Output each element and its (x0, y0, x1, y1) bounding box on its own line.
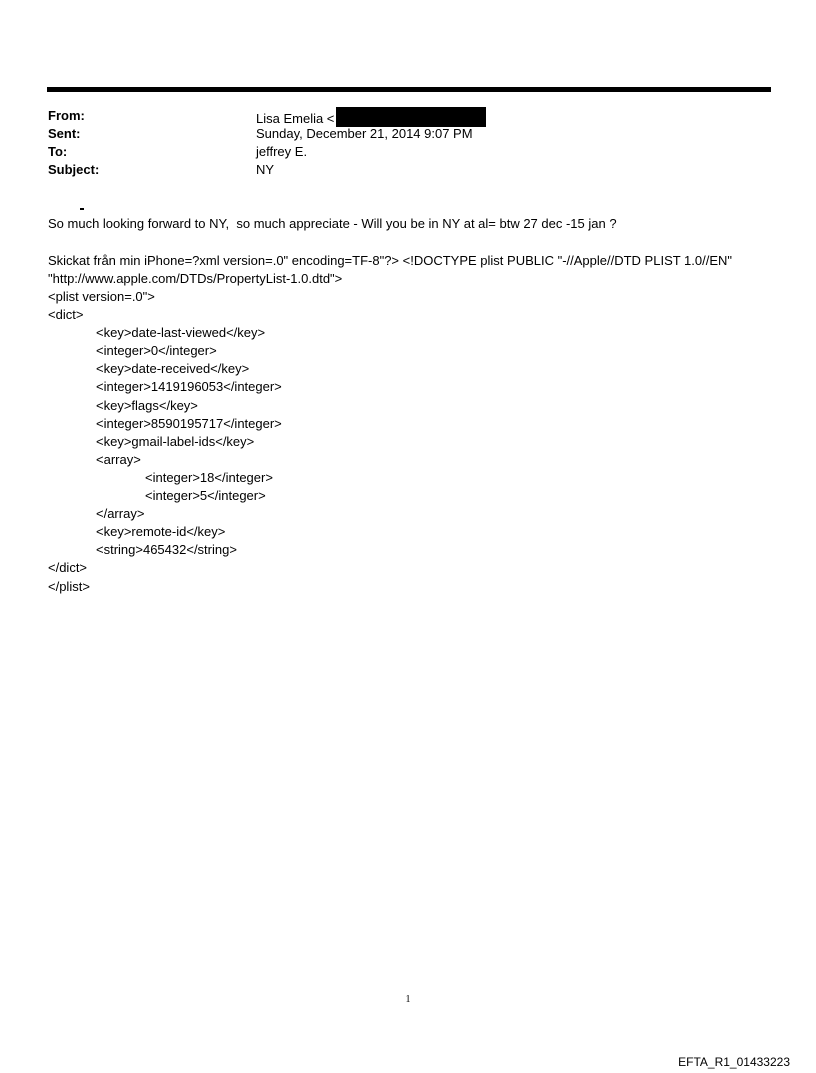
header-row-from (48, 107, 748, 125)
sent-value: Sunday, December 21, 2014 9:07 PM (256, 126, 473, 141)
to-label: To: (48, 144, 68, 159)
document-id: EFTA_R1_01433223 (678, 1055, 790, 1069)
plist-line: <integer>18</integer> (145, 469, 273, 485)
sent-label: Sent: (48, 126, 81, 141)
plist-line: </dict> (48, 560, 88, 576)
plist-line: <plist version=.0"> (48, 289, 155, 304)
plist-line: <integer>5</integer> (145, 488, 266, 504)
redaction-box (336, 107, 486, 127)
plist-line: <key>date-received</key> (96, 361, 250, 377)
plist-line: </plist> (48, 578, 90, 594)
plist-line: <key>date-last-viewed</key> (96, 325, 266, 341)
from-label: From: (48, 108, 85, 123)
from-value-text: Lisa Emelia < (256, 111, 335, 126)
header-divider (47, 87, 771, 92)
plist-block (48, 288, 282, 596)
plist-line: <array> (96, 451, 141, 467)
subject-value: NY (256, 162, 275, 177)
page-number: 1 (405, 994, 411, 1005)
header-row-sent (48, 125, 748, 143)
plist-line: <key>flags</key> (96, 397, 198, 413)
signature-line-1: Skickat från min iPhone=?xml version=.0" encoding=TF-8"?> <!DOCTYPE plist PUBLIC "-//Apple//DTD PLIST 1.0//EN" (48, 253, 733, 268)
email-header (48, 107, 748, 179)
plist-line: <integer>1419196053</integer> (96, 379, 282, 395)
to-value: jeffrey E. (256, 144, 308, 159)
plist-line: <key>gmail-label-ids</key> (96, 433, 255, 449)
signature-line-2: "http://www.apple.com/DTDs/PropertyList-1.0.dtd"> (48, 271, 343, 286)
plist-line: <dict> (48, 307, 84, 323)
subject-label: Subject: (48, 162, 100, 177)
from-value (256, 107, 748, 125)
plist-line: </array> (96, 506, 145, 522)
plist-line: <string>465432</string> (96, 542, 237, 558)
scan-mark (80, 208, 84, 210)
header-row-subject (48, 161, 748, 179)
email-body: So much looking forward to NY, so much appreciate - Will you be in NY at al= btw 27 dec -15 jan ? (48, 216, 617, 231)
header-row-to (48, 143, 748, 161)
plist-line: <key>remote-id</key> (96, 524, 226, 540)
plist-line: <integer>8590195717</integer> (96, 415, 282, 431)
plist-line: <integer>0</integer> (96, 343, 217, 359)
